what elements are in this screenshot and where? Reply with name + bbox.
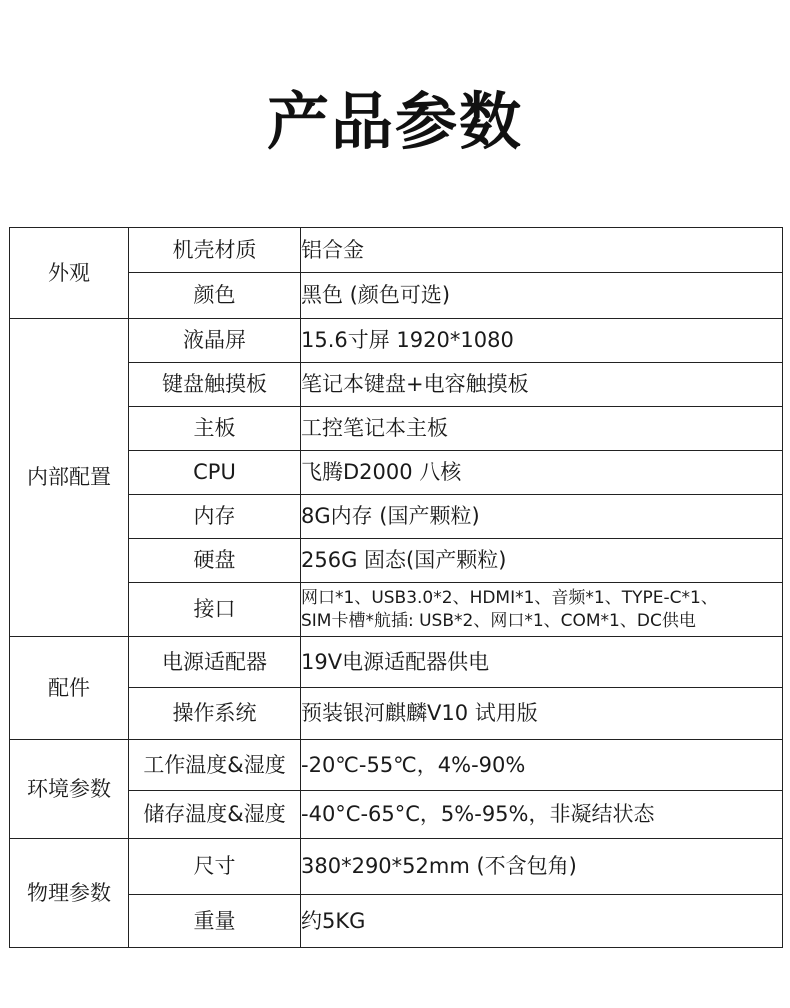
- param-name: 键盘触摸板: [129, 363, 301, 407]
- param-name: 硬盘: [129, 539, 301, 583]
- param-name: 工作温度&湿度: [129, 740, 301, 791]
- param-value: 工控笔记本主板: [301, 407, 783, 451]
- table-row: [10, 228, 783, 273]
- param-name: 颜色: [129, 273, 301, 319]
- param-value: 飞腾D2000 八核: [301, 451, 783, 495]
- param-value: 256G 固态(国产颗粒): [301, 539, 783, 583]
- param-value: 8G内存 (国产颗粒): [301, 495, 783, 539]
- param-name: 操作系统: [129, 688, 301, 740]
- param-value-line: SIM卡槽*航插: USB*2、网口*1、COM*1、DC供电: [301, 610, 696, 631]
- param-name: 电源适配器: [129, 637, 301, 688]
- category-cell: 外观: [10, 228, 129, 319]
- param-name: 内存: [129, 495, 301, 539]
- category-cell: 配件: [10, 637, 129, 740]
- table-row: [10, 319, 783, 363]
- table-row: [10, 637, 783, 688]
- param-value-line: 网口*1、USB3.0*2、HDMI*1、音频*1、TYPE-C*1、: [301, 588, 718, 609]
- param-value: 19V电源适配器供电: [301, 637, 783, 688]
- param-value: 约5KG: [301, 895, 783, 948]
- param-name: 机壳材质: [129, 228, 301, 273]
- param-value: 铝合金: [301, 228, 783, 273]
- param-value: 15.6寸屏 1920*1080: [301, 319, 783, 363]
- param-name: 主板: [129, 407, 301, 451]
- table-row: [10, 740, 783, 791]
- param-value: [301, 583, 783, 637]
- param-name: 液晶屏: [129, 319, 301, 363]
- param-value: 380*290*52mm (不含包角): [301, 839, 783, 895]
- param-name: 尺寸: [129, 839, 301, 895]
- param-value: 预装银河麒麟V10 试用版: [301, 688, 783, 740]
- category-cell: 内部配置: [10, 319, 129, 637]
- param-value: -20℃-55℃，4%-90%: [301, 740, 783, 791]
- category-cell: 物理参数: [10, 839, 129, 948]
- param-value: 黑色 (颜色可选): [301, 273, 783, 319]
- param-value: -40°C-65°C，5%-95%，非凝结状态: [301, 791, 783, 839]
- table-row: [10, 839, 783, 895]
- page-title: 产品参数: [266, 85, 523, 158]
- category-cell: 环境参数: [10, 740, 129, 839]
- param-value: 笔记本键盘+电容触摸板: [301, 363, 783, 407]
- param-name: CPU: [129, 451, 301, 495]
- param-name: 接口: [129, 583, 301, 637]
- param-name: 储存温度&湿度: [129, 791, 301, 839]
- param-name: 重量: [129, 895, 301, 948]
- spec-table: [9, 227, 783, 948]
